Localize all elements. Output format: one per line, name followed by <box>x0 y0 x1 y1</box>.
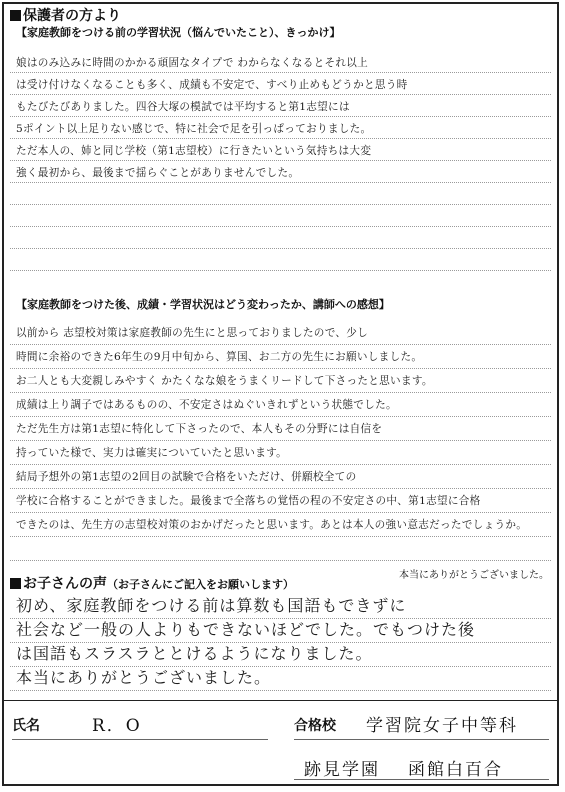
handwritten-line: 学校に合格することができました。最後まで全落ちの覚悟の程の不安定さの中、第1志望に合格 <box>16 495 481 507</box>
ruled-line <box>10 392 551 393</box>
parent-heading-text: 保護者の方より <box>23 8 121 24</box>
ruled-line <box>10 248 551 249</box>
ruled-line <box>10 416 551 417</box>
school-underline-2 <box>294 779 549 780</box>
ruled-line <box>10 560 551 561</box>
handwritten-line: は国語もスラスラととけるようになりました。 <box>16 644 373 663</box>
ruled-line <box>10 368 551 369</box>
child-heading-note: （お子さんにご記入をお願いします） <box>107 578 294 591</box>
ruled-line <box>10 270 551 271</box>
ruled-line <box>10 536 551 537</box>
handwritten-line: できたのは、先生方の志望校対策のおかげだったと思います。あとは本人の強い意志だったでしょうか。 <box>16 519 528 531</box>
footer-info <box>4 700 557 786</box>
handwritten-line: 時間に余裕のできた6年生の9月中旬から、算国、お二方の先生にお願いしました。 <box>16 351 423 363</box>
handwritten-line: ただ先生方は第1志望に特化して下さったので、本人もその分野には自信を <box>16 423 383 435</box>
ruled-line <box>10 204 551 205</box>
school-2: 跡見学園 <box>304 760 380 780</box>
school-label: 合格校 <box>294 718 336 734</box>
handwritten-line: 娘はのみ込みに時間のかかる頑固なタイプで わからなくなるとそれ以上 <box>16 57 369 69</box>
handwritten-line: ただ本人の、姉と同じ学校（第1志望校）に行きたいという気持ちは大変 <box>16 145 372 157</box>
after-tutor-question: 【家庭教師をつけた後、成績・学習状況はどう変わったか、講師への感想】 <box>16 298 390 311</box>
handwritten-line: 初め、家庭教師をつける前は算数も国語もできずに <box>16 596 407 615</box>
handwritten-line: 以前から 志望校対策は家庭教師の先生にと思っておりましたので、少し <box>16 327 369 339</box>
ruled-line <box>10 690 551 691</box>
handwritten-line: 持っていた様で、実力は確実についていたと思います。 <box>16 447 288 459</box>
handwritten-line: もたびたびありました。四谷大塚の模試では平均すると第1志望には <box>16 101 350 113</box>
name-underline <box>12 739 268 740</box>
handwritten-line: 本当にありがとうございました。 <box>16 668 272 687</box>
ruled-line <box>10 226 551 227</box>
handwritten-line: 強く最初から、最後まで揺らぐことがありませんでした。 <box>16 167 300 179</box>
handwritten-line: 社会など一般の人よりもできないほどでした。でもつけた後 <box>16 620 476 639</box>
parent-section-heading <box>10 8 121 24</box>
ruled-line <box>10 512 551 513</box>
ruled-line <box>10 488 551 489</box>
child-section-heading <box>10 576 294 593</box>
ruled-line <box>10 344 551 345</box>
square-bullet-icon <box>10 578 21 589</box>
name-value: R．O <box>92 716 142 736</box>
handwritten-line: お二人とも大変親しみやすく かたくなな娘をうまくリードして下さったと思います。 <box>16 375 433 387</box>
child-heading-text: お子さんの声 <box>23 576 107 592</box>
school-1: 学習院女子中等科 <box>366 716 518 736</box>
handwritten-line: は受け付けなくなることも多く、成績も不安定で、すべり止めもどうかと思う時 <box>16 79 408 91</box>
ruled-line <box>10 440 551 441</box>
ruled-line <box>10 464 551 465</box>
school-underline <box>294 739 549 740</box>
handwritten-line: 5ポイント以上足りない感じで、特に社会で足を引っぱっておりました。 <box>16 123 372 135</box>
handwritten-line: 結局予想外の第1志望の2回目の試験で合格をいただけ、併願校全ての <box>16 471 357 483</box>
square-bullet-icon <box>10 10 21 21</box>
before-tutor-question: 【家庭教師をつける前の学習状況（悩んでいたこと）、きっかけ】 <box>16 26 341 39</box>
testimonial-form <box>2 2 559 786</box>
school-3: 函館白百合 <box>408 760 503 780</box>
name-label: 氏名 <box>12 718 40 734</box>
handwritten-line: 成績は上り調子ではあるものの、不安定さはぬぐいきれずという状態でした。 <box>16 399 397 411</box>
handwritten-overflow-line: 本当にありがとうございました。 <box>399 570 549 581</box>
